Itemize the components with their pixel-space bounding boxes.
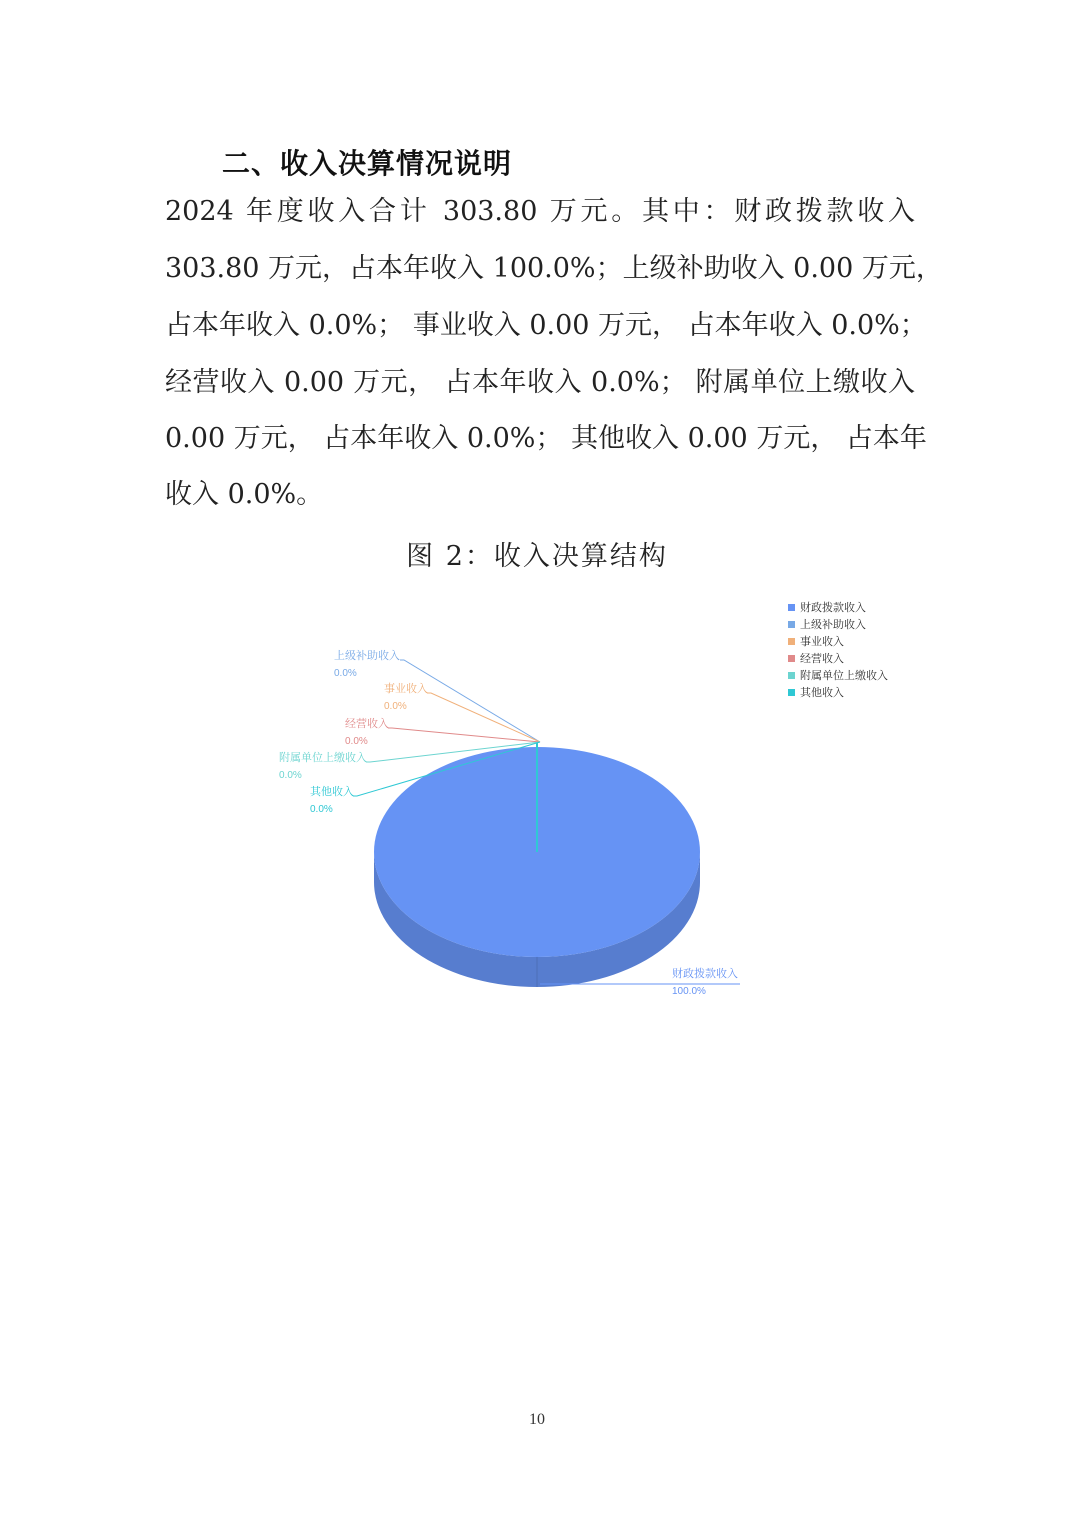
label-name-slice-2: 上级补助收入	[334, 650, 400, 662]
label-name-slice-4: 经营收入	[345, 718, 389, 730]
leader-line-slice-3	[427, 693, 540, 742]
paragraph-line-2: 303.80 万元，占本年收入 100.0%；上级补助收入 0.00 万元，	[165, 253, 943, 284]
label-value-slice-5: 0.0%	[279, 770, 302, 781]
page-number: 10	[529, 1411, 545, 1428]
legend-label-slice-2: 上级补助收入	[800, 619, 866, 631]
legend-swatch-slice-3	[788, 638, 795, 645]
leader-line-slice-2	[400, 660, 540, 742]
legend-swatch-slice-4	[788, 655, 795, 662]
label-value-slice-6: 0.0%	[310, 804, 333, 815]
label-name-slice-5: 附属单位上缴收入	[279, 752, 367, 764]
legend-label-slice-6: 其他收入	[800, 687, 844, 699]
label-value-slice-4: 0.0%	[345, 736, 368, 747]
figure-caption: 图 2：收入决算结构	[406, 541, 668, 572]
legend-label-slice-4: 经营收入	[800, 653, 844, 665]
paragraph-line-6: 收入 0.0%。	[165, 479, 324, 510]
legend-swatch-slice-1	[788, 604, 795, 611]
paragraph-line-5: 0.00 万元， 占本年收入 0.0%； 其他收入 0.00 万元， 占本年	[165, 423, 927, 454]
label-name-slice-6: 其他收入	[310, 786, 354, 798]
label-value-slice-1: 100.0%	[672, 986, 706, 997]
revenue-pie-chart	[0, 580, 1074, 1020]
legend-label-slice-5: 附属单位上缴收入	[800, 670, 888, 682]
legend-label-slice-3: 事业收入	[800, 636, 844, 648]
label-name-slice-3: 事业收入	[384, 683, 428, 695]
legend-swatch-slice-6	[788, 689, 795, 696]
paragraph-line-1: 2024 年度收入合计 303.80 万元。其中：财政拨款收入	[165, 196, 915, 227]
legend-swatch-slice-2	[788, 621, 795, 628]
leader-line-slice-4	[388, 728, 540, 742]
paragraph-line-3: 占本年收入 0.0%； 事业收入 0.00 万元， 占本年收入 0.0%；	[165, 310, 927, 341]
label-value-slice-2: 0.0%	[334, 668, 357, 679]
section-heading: 二、收入决算情况说明	[222, 147, 513, 180]
label-name-slice-1: 财政拨款收入	[672, 968, 738, 980]
legend-label-slice-1: 财政拨款收入	[800, 602, 866, 614]
label-value-slice-3: 0.0%	[384, 701, 407, 712]
paragraph-line-4: 经营收入 0.00 万元， 占本年收入 0.0%； 附属单位上缴收入	[165, 367, 915, 398]
legend-swatch-slice-5	[788, 672, 795, 679]
